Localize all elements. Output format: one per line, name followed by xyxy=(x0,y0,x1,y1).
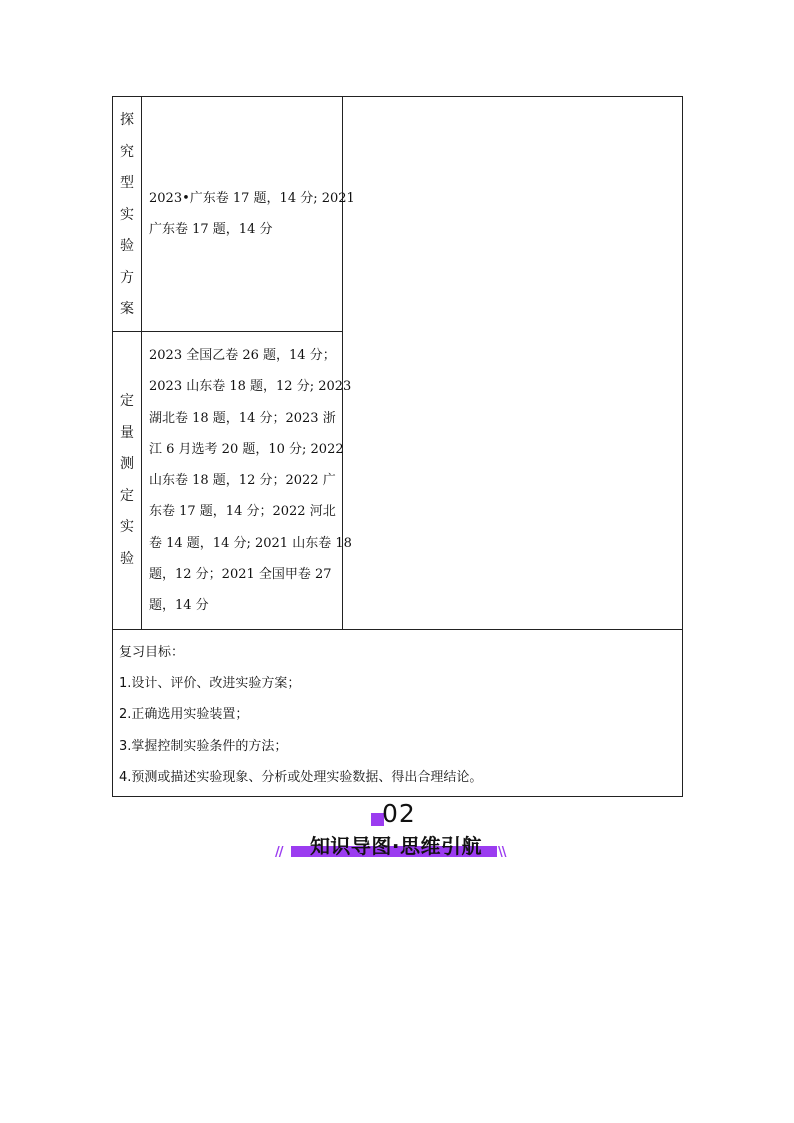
label-char: 实 xyxy=(120,519,134,535)
label-char: 究 xyxy=(120,143,134,160)
label-char: 方 xyxy=(120,269,134,286)
label-char: 测 xyxy=(120,456,134,472)
review-goal-item: 3.掌握控制实验条件的方法； xyxy=(119,738,288,754)
reference-line: 2023 山东卷 18 题，12 分; 2023 xyxy=(149,379,352,395)
label-char: 量 xyxy=(120,424,134,441)
review-goal-item: 1.设计、评价、改进实验方案； xyxy=(119,676,301,692)
right-slash-decoration: \\ xyxy=(498,845,506,860)
label-char: 实 xyxy=(120,206,134,223)
row-exam-references xyxy=(149,340,352,622)
reference-line: 广东卷 17 题，14 分 xyxy=(149,222,273,238)
label-char: 验 xyxy=(120,238,134,254)
label-char: 定 xyxy=(120,393,134,409)
reference-line: 东卷 17 题，14 分；2022 河北 xyxy=(149,504,336,520)
row-divider xyxy=(112,331,343,332)
section-title: 知识导图·思维引航 xyxy=(309,834,483,858)
row-label-exploratory-experiment xyxy=(113,105,141,326)
label-char: 型 xyxy=(120,175,134,191)
label-char: 验 xyxy=(120,550,134,567)
reference-line: 2023•广东卷 17 题，14 分; 2021 xyxy=(149,191,355,206)
label-char: 案 xyxy=(120,301,134,317)
review-goals-title: 复习目标： xyxy=(119,645,185,660)
reference-line: 题，14 分 xyxy=(149,598,209,614)
left-slash-decoration: // xyxy=(275,845,283,860)
review-goals xyxy=(119,637,482,793)
reference-line: 题，12 分；2021 全国甲卷 27 xyxy=(149,567,332,583)
row-exam-references xyxy=(149,183,355,246)
row-label-quantitative-experiment xyxy=(113,386,141,575)
reference-line: 湖北卷 18 题，14 分；2023 浙 xyxy=(149,410,336,426)
label-column-divider xyxy=(141,96,142,630)
review-goal-item: 2.正确选用实验装置； xyxy=(119,707,249,723)
label-char: 定 xyxy=(120,487,134,504)
reference-line: 山东卷 18 题，12 分；2022 广 xyxy=(149,473,336,489)
reference-line: 江 6 月选考 20 题，10 分; 2022 xyxy=(149,441,344,457)
section-number: 02 xyxy=(382,799,416,828)
reference-line: 卷 14 题，14 分; 2021 山东卷 18 xyxy=(149,535,352,551)
review-goal-item: 4.预测或描述实验现象、分析或处理实验数据、得出合理结论。 xyxy=(119,769,483,785)
label-char: 探 xyxy=(120,112,134,128)
goals-divider xyxy=(112,629,683,630)
reference-line: 2023 全国乙卷 26 题，14 分； xyxy=(149,348,336,363)
